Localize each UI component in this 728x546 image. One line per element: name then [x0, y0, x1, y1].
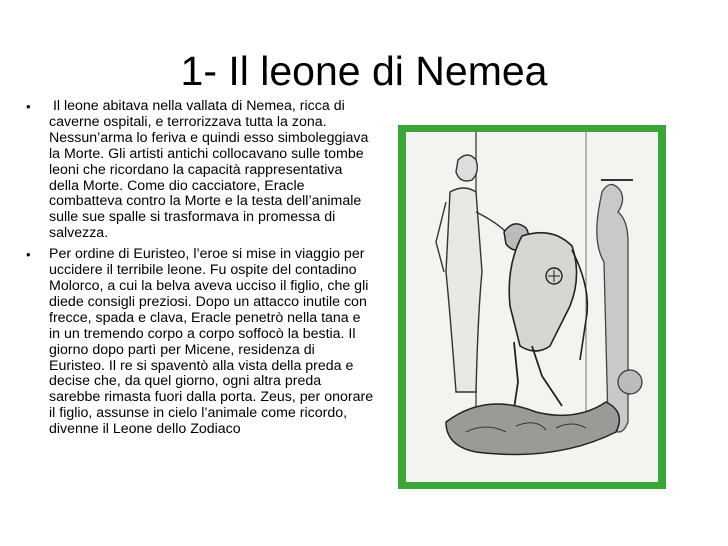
slide-title: 1- Il leone di Nemea: [180, 48, 548, 94]
bullet-marker: •: [26, 247, 31, 263]
bullet-item: [26, 247, 374, 438]
illustration-frame: [398, 125, 666, 489]
bullet-marker: •: [26, 99, 31, 114]
illustration-drawing: [406, 132, 658, 482]
bullet-text: Il leone abitava nella vallata di Nemea, ricca di caverne ospitali, e terrorizzava tutta la zona. Nessun’arma lo feriva e quindi esso simboleggiava la Morte. Gli artisti antichi collocavano sulle tombe leoni che ricordano la capacità rappresentativa della Morte. Come dio cacciatore, Eracle combatteva contro la Morte e la testa dell’animale sulle sue spalle si trasformava in promessa di salvezza.: [49, 98, 373, 242]
illustration-heracles-lion: [406, 132, 658, 482]
bullet-item: [26, 99, 374, 242]
bullet-text: Per ordine di Euristeo, l’eroe si mise in viaggio per uccidere il terribile leone. Fu ospite del contadino Molorco, a cui la belva aveva ucciso il figlio, che gli diede consigli preziosi. Dopo un attacco inutile con frecce, spada e clava, Eracle penetrò nella tana e in un tremendo corpo a corpo soffocò la bestia. Il giorno dopo partì per Micene, residenza di Euristeo. Il re si spaventò alla vista della preda e decise che, da quel giorno, ogni altra preda sarebbe rimasta fuori dalla porta. Zeus, per onorare il figlio, assunse in cielo l’animale come ricordo, divenne il Leone dello Zodiaco: [49, 246, 374, 438]
bullet-list: [26, 99, 374, 443]
